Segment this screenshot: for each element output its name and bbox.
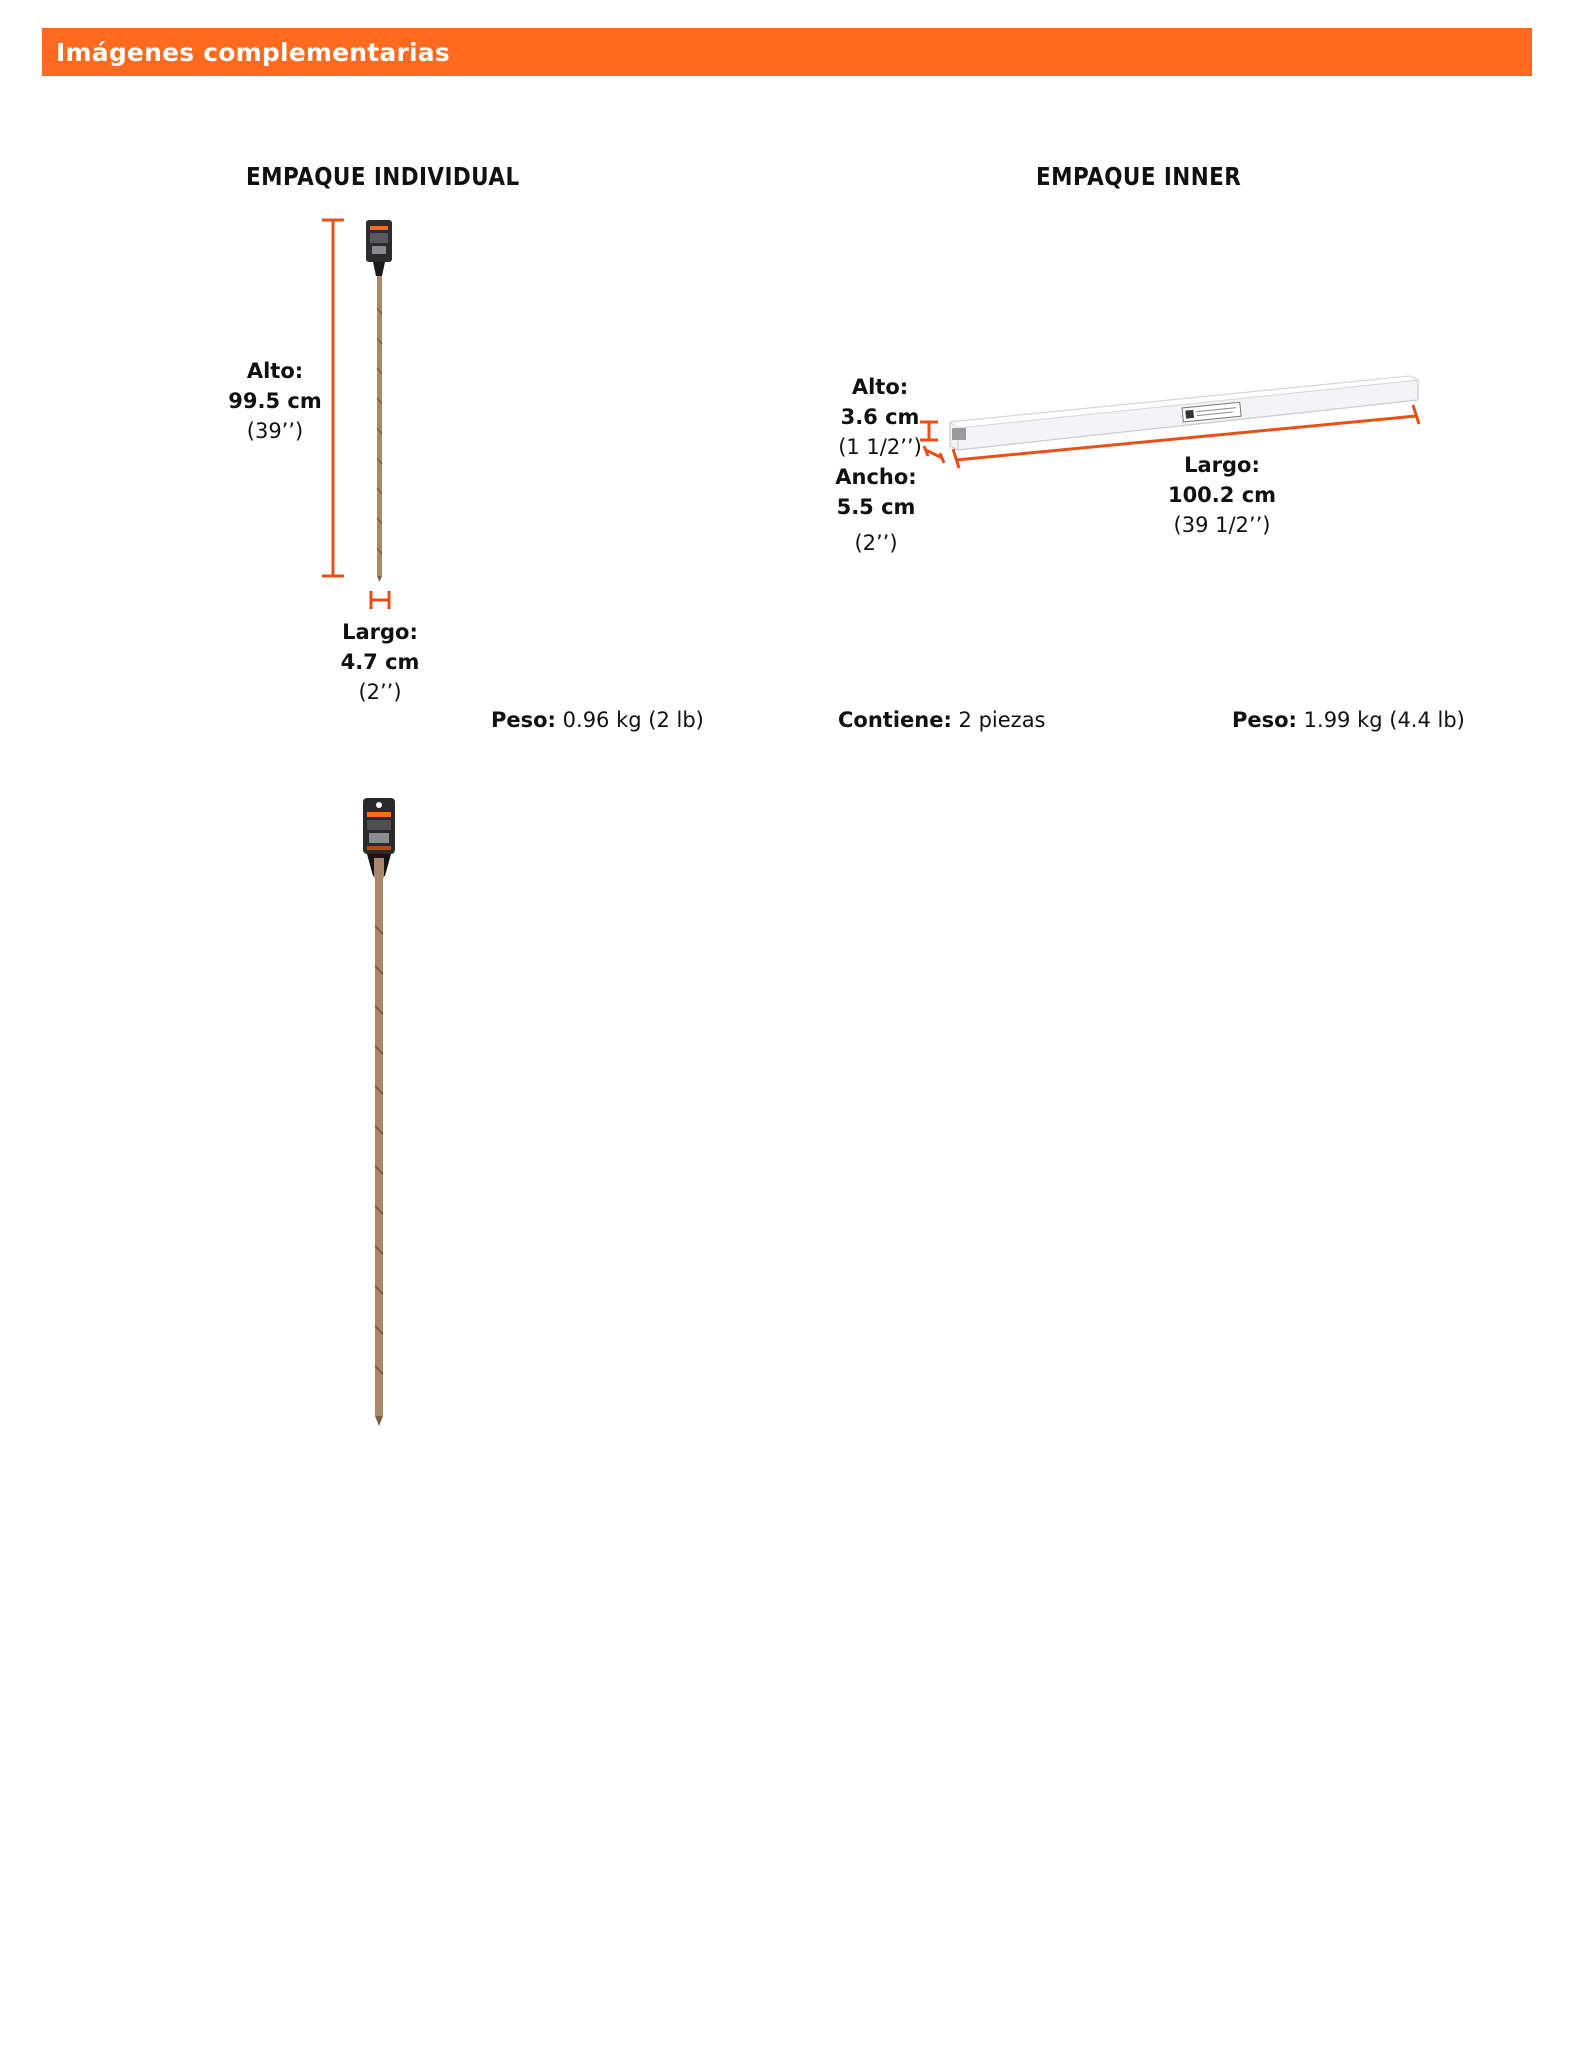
product-image	[358, 796, 400, 1428]
individual-height-label: Alto: 99.5 cm (39’’)	[228, 359, 322, 443]
individual-width-label: Largo: 4.7 cm (2’’)	[340, 620, 420, 704]
inner-weight: Peso: 1.99 kg (4.4 lb)	[1232, 708, 1465, 732]
individual-package-title: EMPAQUE INDIVIDUAL	[246, 162, 520, 191]
individual-weight: Peso: 0.96 kg (2 lb)	[491, 708, 704, 732]
section-header	[42, 28, 1532, 76]
inner-height-label: Alto: 3.6 cm (1 1/2’’)	[838, 375, 922, 459]
inner-quantity: Contiene: 2 piezas	[838, 708, 1046, 732]
inner-width-label: Ancho: 5.5 cm (2’’)	[835, 465, 917, 555]
inner-length-label: Largo: 100.2 cm (39 1/2’’)	[1167, 453, 1277, 537]
individual-package-image	[364, 218, 396, 584]
inner-package-title: EMPAQUE INNER	[1036, 162, 1242, 191]
section-header-title: Imágenes complementarias	[56, 37, 450, 67]
individual-width-dimension-line	[368, 590, 392, 610]
